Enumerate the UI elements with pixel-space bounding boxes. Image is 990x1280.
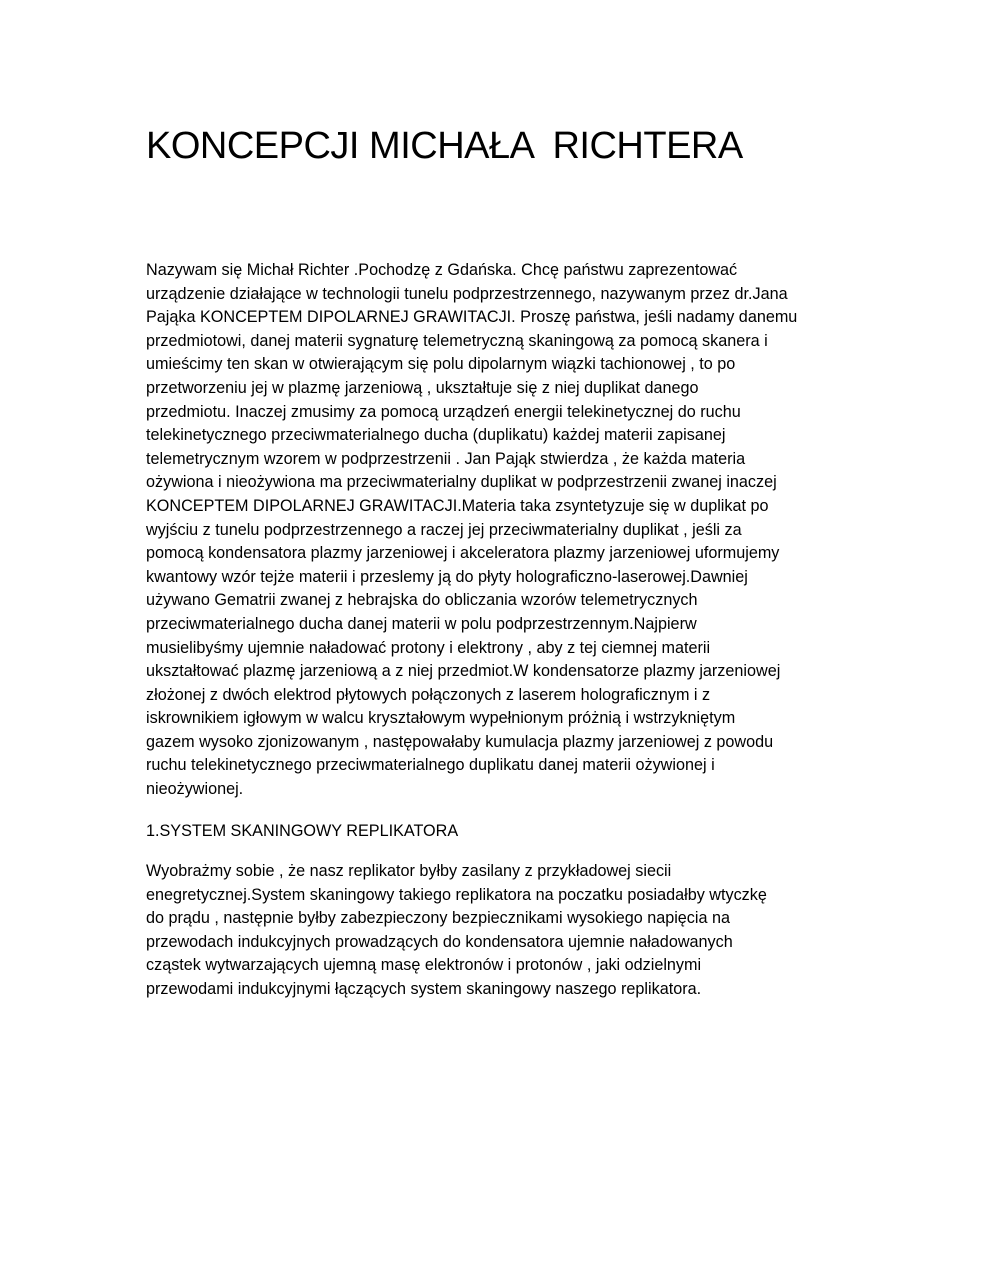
text-line: wyjściu z tunelu podprzestrzennego a raczej jej przeciwmaterialny duplikat , jeśli za <box>146 520 742 539</box>
text-line: kwantowy wzór tejże materii i przeslemy ją do płyty holograficzno-laserowej.Dawniej <box>146 567 748 586</box>
text-line: ruchu telekinetycznego przeciwmaterialnego duplikatu danej materii ożywionej i <box>146 756 715 775</box>
text-line: KONCEPTEM DIPOLARNEJ GRAWITACJI.Materia taka zsyntetyzuje się w duplikat po <box>146 496 769 515</box>
text-line: pomocą kondensatora plazmy jarzeniowej i akceleratora plazmy jarzeniowej uformujemy <box>146 544 780 563</box>
intro-paragraph <box>146 259 846 802</box>
text-line: przedmiotowi, danej materii sygnaturę telemetryczną skaningową za pomocą skanera i <box>146 331 768 350</box>
text-line: Nazywam się Michał Richter .Pochodzę z Gdańska. Chcę państwu zaprezentować <box>146 261 738 279</box>
text-line: do prądu , następnie byłby zabezpieczony bezpiecznikami wysokiego napięcia na <box>146 909 731 928</box>
text-line: przeciwmaterialnego ducha danej materii w polu podprzestrzennym.Najpierw <box>146 614 697 633</box>
text-line: przedmiotu. Inaczej zmusimy za pomocą urządzeń energii telekinetycznej do ruchu <box>146 402 741 421</box>
text-line: przewodach indukcyjnych prowadzących do kondensatora ujemnie naładowanych <box>146 932 733 951</box>
text-line: musielibyśmy ujemnie naładować protony i elektrony , aby z tej ciemnej materii <box>146 638 711 657</box>
text-line: Wyobrażmy sobie , że nasz replikator byłby zasilany z przykładowej siecii <box>146 862 672 880</box>
text-line: używano Gematrii zwanej z hebrajska do obliczania wzorów telemetrycznych <box>146 591 698 610</box>
text-line: umieścimy ten skan w otwierającym się polu dipolarnym wiązki tachionowej , to po <box>146 355 736 374</box>
text-line: złożonej z dwóch elektrod płytowych połączonych z laserem holograficznym i z <box>146 685 711 704</box>
text-line: telemetrycznym wzorem w podprzestrzenii . Jan Pająk stwierdza , że każda materia <box>146 449 746 468</box>
text-line: Pająka KONCEPTEM DIPOLARNEJ GRAWITACJI. Proszę państwa, jeśli nadamy danemu <box>146 308 798 327</box>
section-paragraph <box>146 860 846 1002</box>
text-line: gazem wysoko zjonizowanym , następowałaby kumulacja plazmy jarzeniowej z powodu <box>146 732 774 751</box>
section-heading: 1.SYSTEM SKANINGOWY REPLIKATORA <box>146 822 459 840</box>
text-line: nieożywionej. <box>146 780 244 799</box>
text-line: urządzenie działające w technologii tunelu podprzestrzennego, nazywanym przez dr.Jana <box>146 284 788 303</box>
text-line: przewodami indukcyjnymi łączących system skaningowy naszego replikatora. <box>146 979 702 998</box>
text-line: iskrownikiem igłowym w walcu kryształowym wypełnionym próżnią i wstrzykniętym <box>146 709 736 728</box>
text-line: enegretycznej.System skaningowy takiego replikatora na poczatku posiadałby wtyczkę <box>146 885 767 904</box>
text-line: ukształtować plazmę jarzeniową a z niej przedmiot.W kondensatorze plazmy jarzeniowej <box>146 662 781 681</box>
text-line: przetworzeniu jej w plazmę jarzeniową , ukształtuje się z niej duplikat danego <box>146 378 699 397</box>
text-line: ożywiona i nieożywiona ma przeciwmaterialny duplikat w podprzestrzenii zwanej inaczej <box>146 473 777 492</box>
text-line: cząstek wytwarzających ujemną masę elektronów i protonów , jaki odzielnymi <box>146 956 702 975</box>
text-line: telekinetycznego przeciwmaterialnego ducha (duplikatu) każdej materii zapisanej <box>146 426 726 445</box>
page-title: KONCEPCJI MICHAŁA RICHTERA <box>146 125 743 167</box>
